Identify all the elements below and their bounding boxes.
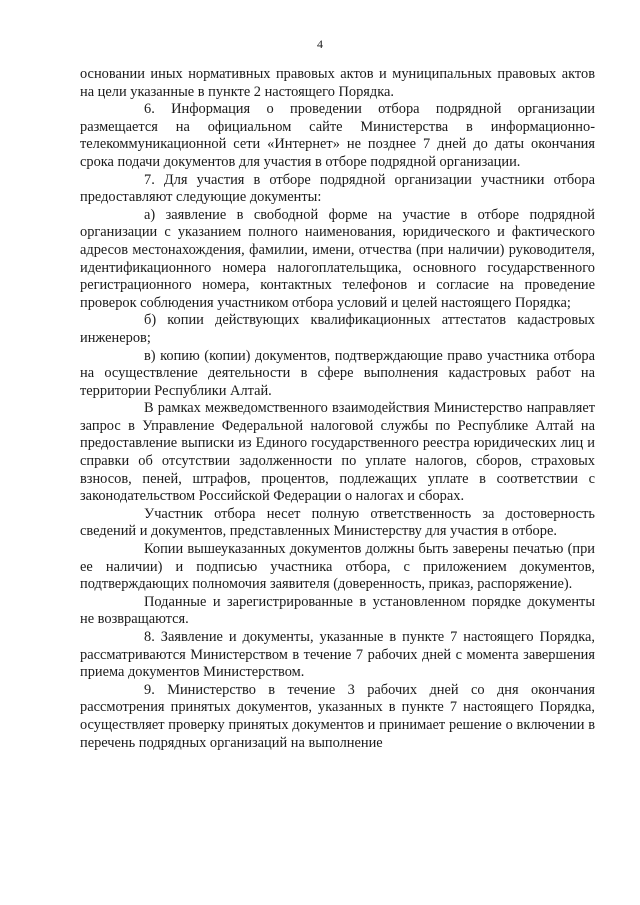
paragraph-item-9: 9. Министерство в течение 3 рабочих дней со дня окончания рассмотрения принятых документов, указанных в пункте 7 настоящего Порядка, осуществляет проверку принятых документов и принимает решение о включении в перечень подрядных организаций на выполнение bbox=[80, 681, 595, 751]
paragraph-documents-not-returned: Поданные и зарегистрированные в установленном порядке документы не возвращаются. bbox=[80, 593, 595, 628]
paragraph-subitem-b: б) копии действующих квалификационных аттестатов кадастровых инженеров; bbox=[80, 312, 595, 346]
paragraph-copies-certification: Копии вышеуказанных документов должны быть заверены печатью (при ее наличии) и подписью участника отбора, с приложением документов, подтверждающих полномочия заявителя (доверенность, приказ, распоряжение). bbox=[80, 541, 595, 593]
paragraph-continuation: основании иных нормативных правовых актов и муниципальных правовых актов на цели указанные в пункте 2 настоящего Порядка. bbox=[80, 66, 595, 100]
paragraph-interagency-request: В рамках межведомственного взаимодействия Министерство направляет запрос в Управление Федеральной налоговой службы по Республике Алтай на предоставление выписки из Единого государственного реестра юридических лиц и справки об отсутствии задолженности по уплате налогов, сборов, страховых взносов, пеней, штрафов, процентов, подлежащих уплате в соответствии с законодательством Российской Федерации о налогах и сборах. bbox=[80, 400, 595, 505]
paragraph-responsibility: Участник отбора несет полную ответственность за достоверность сведений и документов, представленных Министерству для участия в отборе. bbox=[80, 505, 595, 540]
paragraph-subitem-v: в) копию (копии) документов, подтверждающие право участника отбора на осуществление деятельности в сфере выполнения кадастровых работ на территории Республики Алтай. bbox=[80, 347, 595, 399]
paragraph-subitem-a: а) заявление в свободной форме на участие в отборе подрядной организации с указанием полного наименования, юридического и фактического адресов местонахождения, фамилии, имени, отчества (при наличии) руководителя, идентификационного номера налогоплательщика, основного государственного регистрационного номера, контактных телефонов и согласие на проведение проверок соблюдения участником отбора условий и целей настоящего Порядка; bbox=[80, 206, 595, 311]
document-body bbox=[80, 66, 595, 752]
paragraph-item-6: 6. Информация о проведении отбора подрядной организации размещается на официальном сайте Министерства в информационно-телекоммуникационной сети «Интернет» не позднее 7 дней до даты окончания срока подачи документов для участия в отборе подрядной организации. bbox=[80, 101, 595, 170]
paragraph-item-8: 8. Заявление и документы, указанные в пункте 7 настоящего Порядка, рассматриваются Министерством в течение 7 рабочих дней с момента завершения приема документов Министерством. bbox=[80, 629, 595, 681]
page-number: 4 bbox=[317, 37, 323, 51]
paragraph-item-7: 7. Для участия в отборе подрядной организации участники отбора предоставляют следующие документы: bbox=[80, 171, 595, 206]
